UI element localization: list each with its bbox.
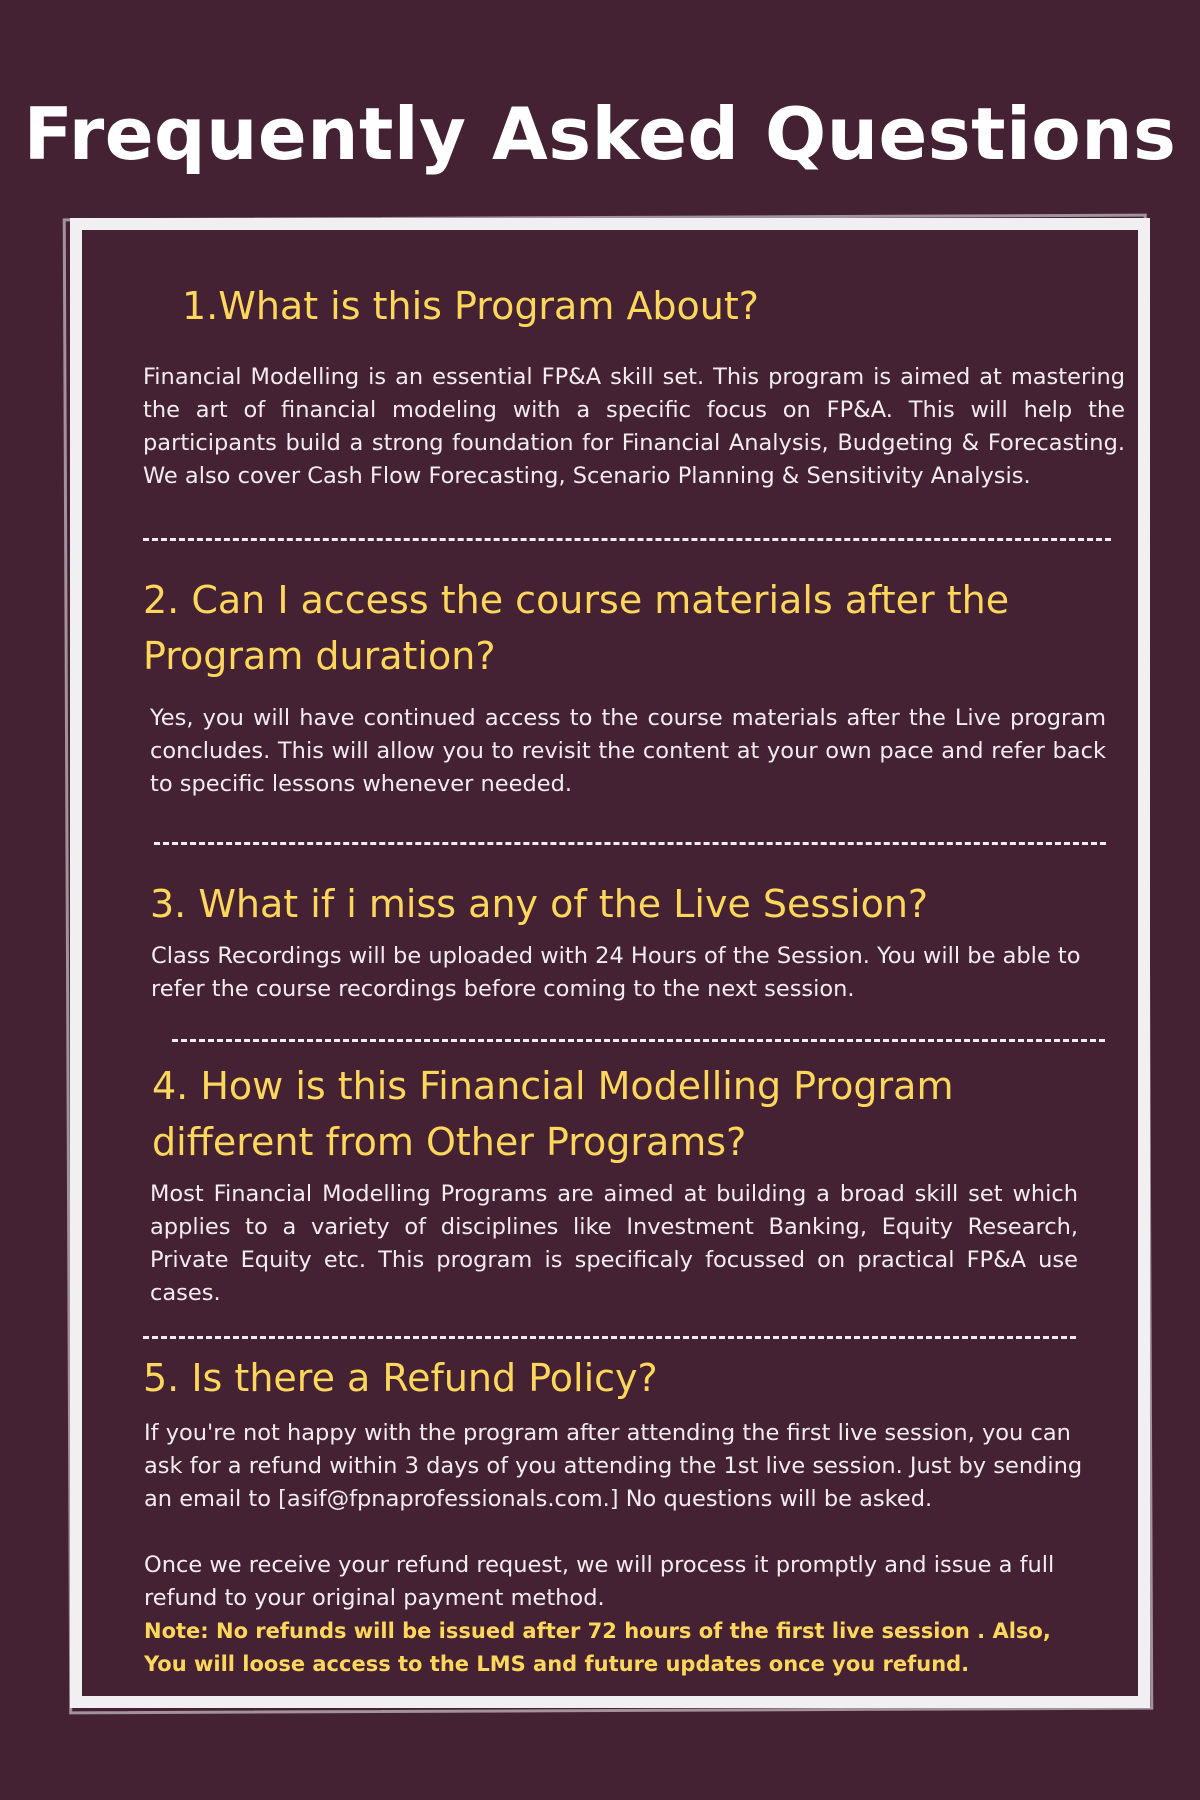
faq-answer-4: Most Financial Modelling Programs are aimed at building a broad skill set which applies to a variety of disciplines like Investment Banking, Equity Research, Private Equity etc. This program is specificaly focussed on practical FP&A use cases. — [150, 1181, 1078, 1306]
faq-divider-1 — [143, 538, 1111, 541]
faq-question-5: 5. Is there a Refund Policy? — [143, 1356, 658, 1400]
faq-question-3: 3. What if i miss any of the Live Session? — [150, 882, 929, 926]
faq-question-1: 1.What is this Program About? — [182, 284, 759, 328]
faq-divider-4 — [143, 1336, 1076, 1339]
faq-answer-5-followup: Once we receive your refund request, we will process it promptly and issue a full refund to your original payment method. — [144, 1552, 1055, 1611]
faq-divider-2 — [154, 842, 1106, 845]
faq-answer-3: Class Recordings will be uploaded with 24 Hours of the Session. You will be able to refer the course recordings before coming to the next session. — [151, 943, 1081, 1002]
faq-answer-2: Yes, you will have continued access to the course materials after the Live program concludes. This will allow you to revisit the content at your own pace and refer back to specific lessons whenever needed. — [150, 705, 1106, 797]
refund-note: Note: No refunds will be issued after 72 hours of the first live session . Also, You will loose access to the LMS and future updates once you refund. — [144, 1619, 1051, 1676]
faq-answer-5: If you're not happy with the program after attending the first live session, you can ask for a refund within 3 days of you attending the 1st live session. Just by sending an email to [asif@fpnaprofessionals.com.] No questions will be asked. — [144, 1420, 1083, 1512]
faq-answer-1: Financial Modelling is an essential FP&A skill set. This program is aimed at mastering the art of financial modeling with a specific focus on FP&A. This will help the participants build a strong foundation for Financial Analysis, Budgeting & Forecasting. We also cover Cash Flow Forecasting, Scenario Planning & Sensitivity Analysis. — [143, 364, 1125, 489]
page-title: Frequently Asked Questions — [23, 92, 1177, 176]
faq-question-2: 2. Can I access the course materials after the Program duration? — [143, 578, 1010, 678]
faq-question-4: 4. How is this Financial Modelling Program different from Other Programs? — [152, 1064, 954, 1164]
faq-divider-3 — [172, 1039, 1105, 1042]
